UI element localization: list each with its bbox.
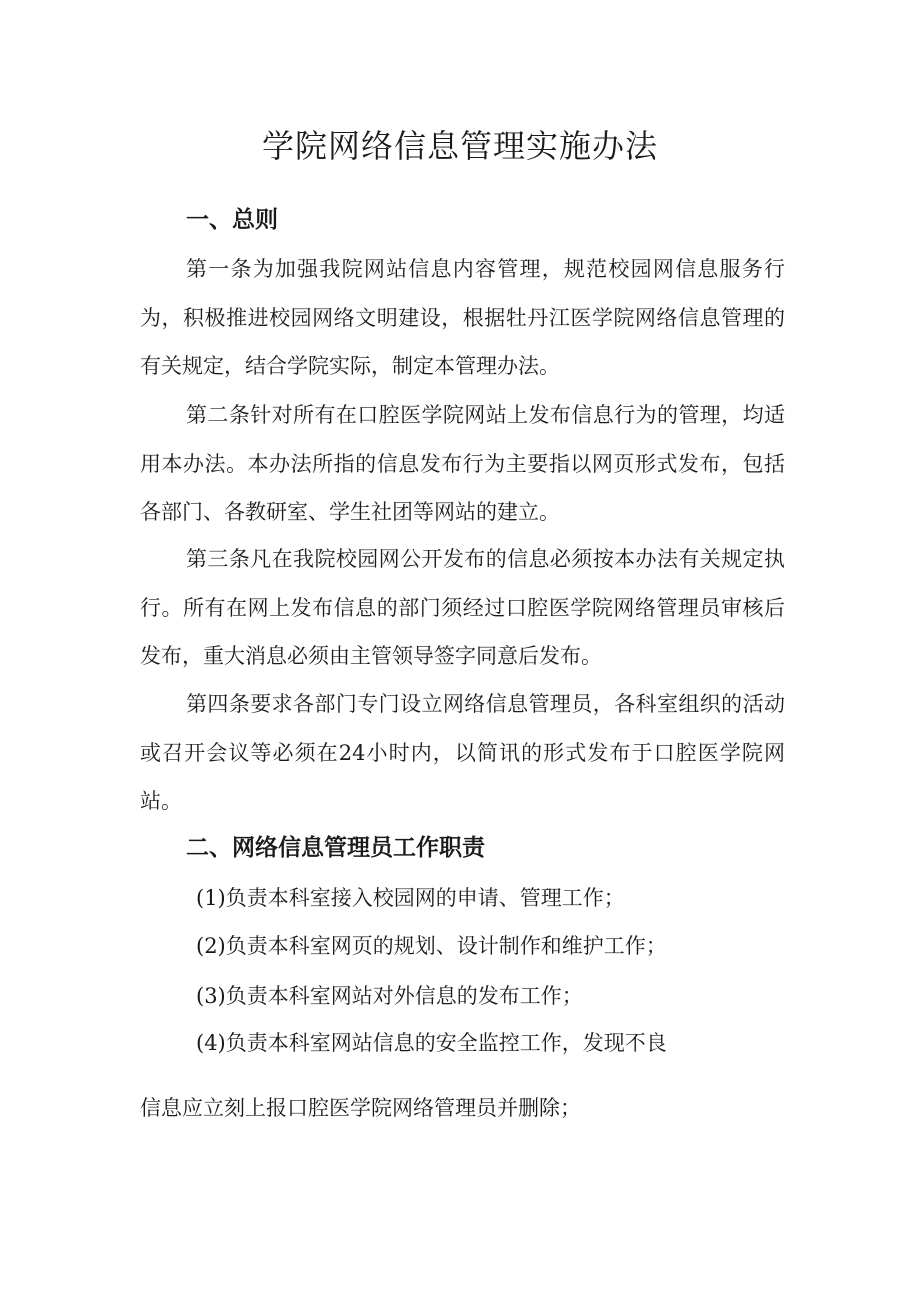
section-heading-duties: 二、网络信息管理员工作职责 — [186, 835, 485, 861]
duty-item-1: (1)负责本科室接入校园网的申请、管理工作； — [196, 886, 625, 910]
duty-item-4: (4)负责本科室网站信息的安全监控工作，发现不良 — [196, 1031, 667, 1055]
article-1: 第一条为加强我院网站信息内容管理，规范校园网信息服务行为，积极推进校园网络文明建设，根据牡丹江医学院网络信息管理的有关规定，结合学院实际，制定本管理办法。 — [140, 257, 785, 378]
article-2: 第二条针对所有在口腔医学院网站上发布信息行为的管理，均适用本办法。本办法所指的信息发布行为主要指以网页形式发布，包括各部门、各教研室、学生社团等网站的建立。 — [140, 403, 785, 524]
article-4: 第四条要求各部门专门设立网络信息管理员，各科室组织的活动或召开会议等必须在24小时内，以简讯的形式发布于口腔医学院网站。 — [140, 692, 785, 813]
section-heading-general: 一、总则 — [186, 207, 278, 233]
article-3: 第三条凡在我院校园网公开发布的信息必须按本办法有关规定执行。所有在网上发布信息的部门须经过口腔医学院网络管理员审核后发布，重大消息必须由主管领导签字同意后发布。 — [140, 547, 785, 668]
duty-item-2: (2)负责本科室网页的规划、设计制作和维护工作； — [196, 934, 667, 958]
document-title: 学院网络信息管理实施办法 — [261, 127, 658, 165]
duty-item-4-continuation: 信息应立刻上报口腔医学院网络管理员并删除； — [140, 1096, 581, 1120]
duty-item-3: (3)负责本科室网站对外信息的发布工作； — [196, 984, 583, 1008]
